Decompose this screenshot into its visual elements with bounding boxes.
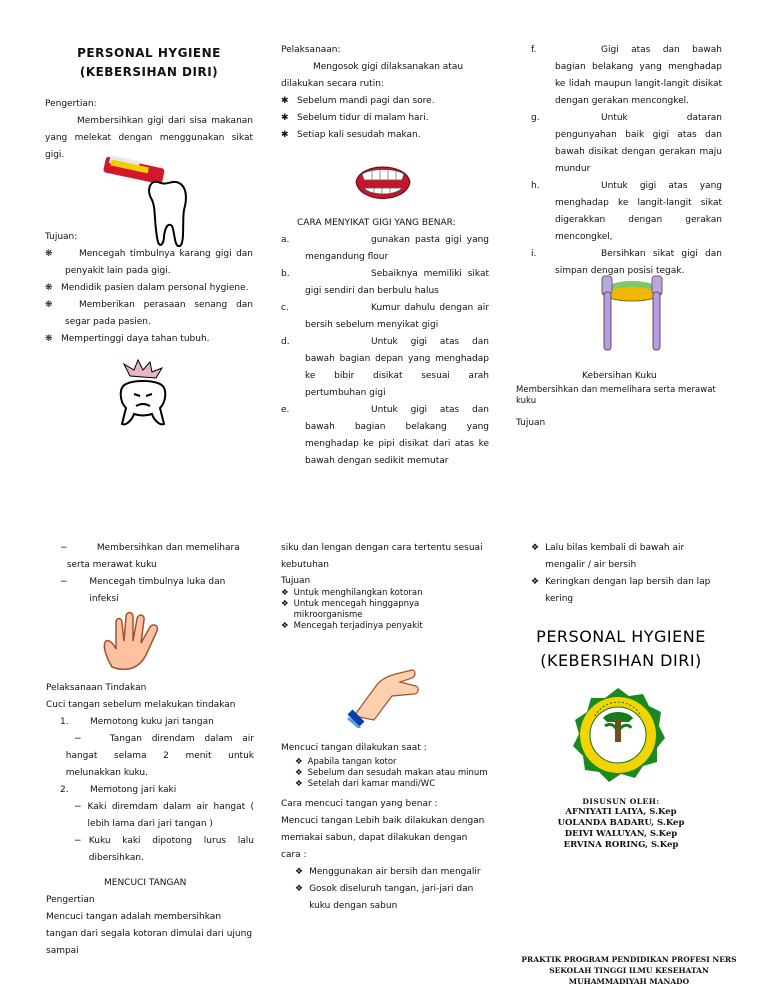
list-item: c. Kumur dahulu dengan air bersih sebelum menyikat gigi xyxy=(281,303,489,330)
footer-line: PRAKTIK PROGRAM PENDIDIKAN PROFESI NERS xyxy=(521,955,737,964)
pelaksanaan-heading: Pelaksanaan: xyxy=(281,45,341,55)
washing-hands-illustration xyxy=(346,666,420,728)
list-item: b. Sebaiknya memiliki sikat gigi sendiri dan berbulu halus xyxy=(281,269,489,296)
panel-5 xyxy=(281,540,489,632)
back-title-line1: PERSONAL HYGIENE xyxy=(536,627,706,646)
list-item: h. Untuk gigi atas yang menghadap ke langit-langit sikat digerakkan dengan gerakan mencongkel, xyxy=(531,181,722,242)
mencuci-pengertian-text: Mencuci tangan adalah membersihkan tangan dari segala kotoran dimulai dari ujung sampai xyxy=(46,912,253,956)
author-name: ERVINA RORING, S.Kep xyxy=(563,840,679,850)
tujuan-heading: Tujuan: xyxy=(45,232,78,242)
pelaksanaan-tindakan-text: Cuci tangan sebelum melakukan tindakan xyxy=(46,700,236,710)
sub-item: − Kaki diremdam dalam air hangat ( lebih lama dari jari tangan ) xyxy=(74,802,254,829)
step-item: 1. Memotong kuku jari tangan xyxy=(60,717,214,727)
disusun-heading: DISUSUN OLEH: xyxy=(582,797,660,806)
saat-heading: Mencuci tangan dilakukan saat : xyxy=(281,743,427,753)
toothache-illustration xyxy=(114,358,172,428)
kebersihan-kuku-section xyxy=(516,368,726,432)
step-item: 2. Memotong jari kaki xyxy=(60,785,177,795)
pelaksanaan-tindakan-section xyxy=(46,680,254,960)
list-item: a. gunakan pasta gigi yang mengandung flour xyxy=(281,235,489,262)
pengertian-text: Membersihkan gigi dari sisa makanan yang melekat dengan menggunakan sikat gigi. xyxy=(45,116,253,160)
authors-section xyxy=(516,796,726,851)
saat-list xyxy=(281,757,489,790)
list-item: ❖ Setelah dari kamar mandi/WC xyxy=(295,779,436,789)
list-item: f. Gigi atas dan bawah bagian belakang yang menghadap ke lidah maupun langit-langit disikat dengan gerakan mencongkel. xyxy=(531,45,722,106)
list-item: ❋ Memberikan perasaan senang dan segar pada pasien. xyxy=(45,300,253,327)
list-item: ✱ Sebelum mandi pagi dan sore. xyxy=(281,96,435,106)
list-item: ❖ Menggunakan air bersih dan mengalir xyxy=(295,867,481,877)
list-item: ❖ Lalu bilas kembali di bawah air mengalir / air bersih xyxy=(531,543,685,570)
list-item: ❖ Keringkan dengan lap bersih dan lap kering xyxy=(531,577,711,604)
list-item: e. Untuk gigi atas dan bawah bagian belakang yang menghadap ke pipi disikat dari atas ke bawah dengan sedikit memutar xyxy=(281,405,489,466)
panel-2 xyxy=(281,42,489,144)
panel-3 xyxy=(531,42,722,280)
list-item: ❖ Untuk mencegah hinggapnya mikroorganisme xyxy=(281,599,420,620)
list-item: ❖ Gosok diseluruh tangan, jari-jari dan kuku dengan sabun xyxy=(295,884,474,911)
mencuci-cont-text: siku dan lengan dengan cara tertentu sesuai kebutuhan xyxy=(281,543,483,570)
author-name: DEIVI WALUYAN, S.Kep xyxy=(564,829,678,839)
tujuan-heading-2: Tujuan xyxy=(281,576,311,586)
toothbrushes-illustration xyxy=(594,270,670,354)
mencuci-pengertian-heading: Pengertian xyxy=(46,895,95,905)
list-item: ❖ Mencegah terjadinya penyakit xyxy=(281,621,423,631)
list-item: ❋ Mencegah timbulnya karang gigi dan penyakit lain pada gigi. xyxy=(45,249,253,276)
kuku-heading: Kebersihan Kuku xyxy=(582,371,657,381)
panel-4 xyxy=(60,540,253,608)
toothbrush-icon xyxy=(103,156,165,184)
list-item: ❖ Sebelum dan sesudah makan atau minum xyxy=(295,768,488,778)
mouth-teeth-illustration xyxy=(352,158,414,210)
cara-heading: CARA MENYIKAT GIGI YANG BENAR: xyxy=(297,218,456,228)
list-item: ✱ Setiap kali sesudah makan. xyxy=(281,130,421,140)
cara-menyikat-section xyxy=(281,215,489,470)
list-item: i. Bersihkan sikat gigi dan simpan dengan posisi tegak. xyxy=(531,249,722,276)
panel-1 xyxy=(45,44,253,82)
pengertian-section xyxy=(45,96,253,164)
kuku-text: Membersihkan dan memelihara serta merawat kuku xyxy=(516,385,716,406)
author-name: UOLANDA BADARU, S.Kep xyxy=(557,818,685,828)
cara-mencuci-text: Mencuci tangan Lebih baik dilakukan dengan memakai sabun, dapat dilakukan dengan cara : xyxy=(281,816,485,860)
panel-6 xyxy=(531,540,711,608)
stikes-logo xyxy=(569,686,667,784)
footer-line: MUHAMMADIYAH MANADO xyxy=(568,977,690,986)
list-item: g. Untuk dataran pengunyahan baik gigi atas dan bawah disikat dengan gerakan maju mundur xyxy=(531,113,722,174)
pelaksanaan-text: Mengosok gigi dilaksanakan atau dilakukan secara rutin: xyxy=(281,62,464,89)
pengertian-heading: Pengertian: xyxy=(45,99,97,109)
pelaksanaan-tindakan-heading: Pelaksanaan Tindakan xyxy=(46,683,147,693)
list-item: ✱ Sebelum tidur di malam hari. xyxy=(281,113,429,123)
mencuci-tangan-heading: MENCUCI TANGAN xyxy=(104,878,187,888)
back-title xyxy=(516,625,726,673)
tujuan-section xyxy=(45,229,253,348)
hand-illustration xyxy=(100,611,176,673)
back-title-line2: (KEBERSIHAN DIRI) xyxy=(540,651,702,670)
saat-section xyxy=(281,740,489,915)
footer-institution xyxy=(516,954,742,987)
list-item: − Mencegah timbulnya luka dan infeksi xyxy=(60,577,226,604)
list-item: ❋ Mendidik pasien dalam personal hygiene. xyxy=(45,283,249,293)
cara-mencuci-heading: Cara mencuci tangan yang benar : xyxy=(281,799,438,809)
footer-line: SEKOLAH TINGGI ILMU KESEHATAN xyxy=(549,966,709,975)
cover-title-line1: PERSONAL HYGIENE xyxy=(77,46,221,60)
list-item: ❖ Untuk menghilangkan kotoran xyxy=(281,588,423,598)
author-name: AFNIYATI LAIYA, S.Kep xyxy=(565,807,677,817)
tujuan-list xyxy=(281,588,489,632)
cover-title-line2: (KEBERSIHAN DIRI) xyxy=(79,65,219,79)
list-item: d. Untuk gigi atas dan bawah bagian depan yang menghadap ke bibir disikat sesuai arah pertumbuhan gigi xyxy=(281,337,489,398)
sub-item: − Tangan direndam dalam air hangat selama 2 menit untuk melunakkan kuku. xyxy=(65,734,254,778)
list-item: ❖ Apabila tangan kotor xyxy=(295,757,397,767)
list-item: − Membersihkan dan memelihara serta merawat kuku xyxy=(60,543,240,570)
list-item: ❋ Mempertinggi daya tahan tubuh. xyxy=(45,334,210,344)
kuku-tujuan-heading: Tujuan xyxy=(516,418,546,428)
sub-item: − Kuku kaki dipotong lurus lalu dibersihkan. xyxy=(74,836,254,863)
